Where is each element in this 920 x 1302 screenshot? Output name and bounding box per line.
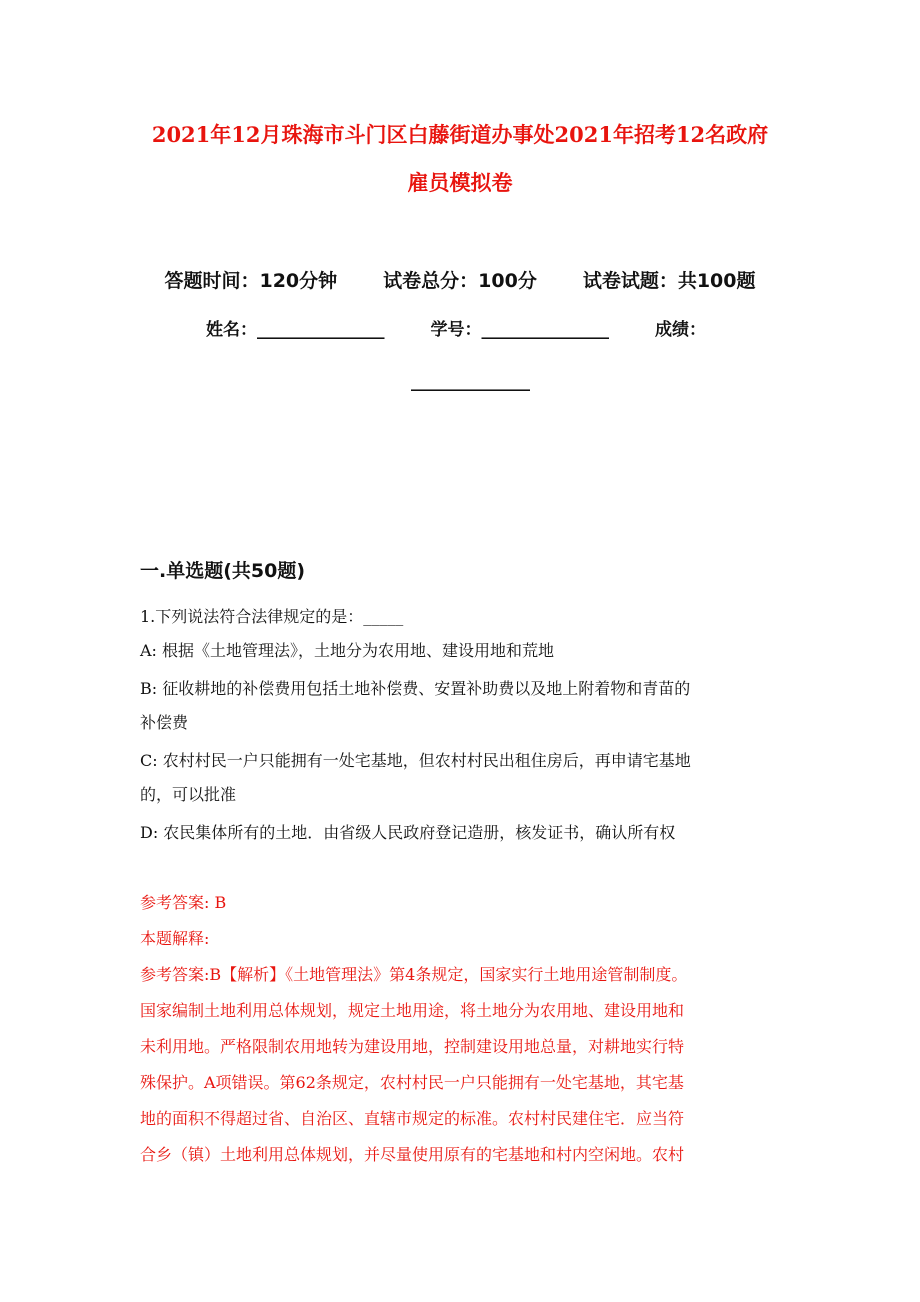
option-b-line2: 补偿费 (140, 713, 189, 732)
explain-label: 本题解释: (140, 929, 210, 948)
section-heading: 一.单选题(共50题) (140, 560, 306, 582)
explanation-line: 合乡（镇）土地利用总体规划，并尽量使用原有的宅基地和村内空闲地。农村 (140, 1145, 685, 1164)
option-b-line1: B: 征收耕地的补偿费用包括土地补偿费、安置补助费以及地上附着物和青苗的 (140, 679, 691, 698)
exam-info (0, 266, 920, 296)
doc-title-line2: 雇员模拟卷 (407, 170, 513, 195)
grade-field: 成绩： (655, 320, 706, 340)
student-id-field: 学号：_______________ (430, 320, 609, 340)
option-c-line1: C: 农村村民一户只能拥有一处宅基地，但农村村民出租住房后，再申请宅基地 (140, 751, 691, 770)
doc-title-line1: 2021年12月珠海市斗门区白藤街道办事处2021年招考12名政府 (151, 122, 769, 147)
student-fields (206, 316, 706, 344)
answer: 参考答案: B (140, 893, 227, 912)
explanation-line: 地的面积不得超过省、自治区、直辖市规定的标准。农村村民建住宅．应当符 (140, 1109, 685, 1128)
grade-blank: ______________ (411, 372, 530, 392)
option-d: D: 农民集体所有的土地．由省级人民政府登记造册，核发证书，确认所有权 (140, 823, 676, 842)
question-stem: 1.下列说法符合法律规定的是：_____ (140, 607, 404, 626)
explanation-line: 未利用地。严格限制农用地转为建设用地，控制建设用地总量，对耕地实行特 (140, 1037, 685, 1056)
explanation-line: 殊保护。A项错误。第62条规定，农村村民一户只能拥有一处宅基地，其宅基 (140, 1073, 684, 1092)
name-field: 姓名：_______________ (206, 320, 385, 340)
exam-question-count: 试卷试题：共100题 (582, 270, 756, 292)
exam-time: 答题时间：120分钟 (164, 270, 338, 292)
explanation-line: 国家编制土地利用总体规划，规定土地用途，将土地分为农用地、建设用地和 (140, 1001, 685, 1020)
exam-total-score: 试卷总分：100分 (383, 270, 537, 292)
explanation-line: 参考答案:B【解析】《土地管理法》第4条规定，国家实行土地用途管制制度。 (140, 965, 688, 984)
option-a: A: 根据《土地管理法》，土地分为农用地、建设用地和荒地 (140, 641, 555, 660)
option-c-line2: 的，可以批准 (140, 785, 237, 804)
